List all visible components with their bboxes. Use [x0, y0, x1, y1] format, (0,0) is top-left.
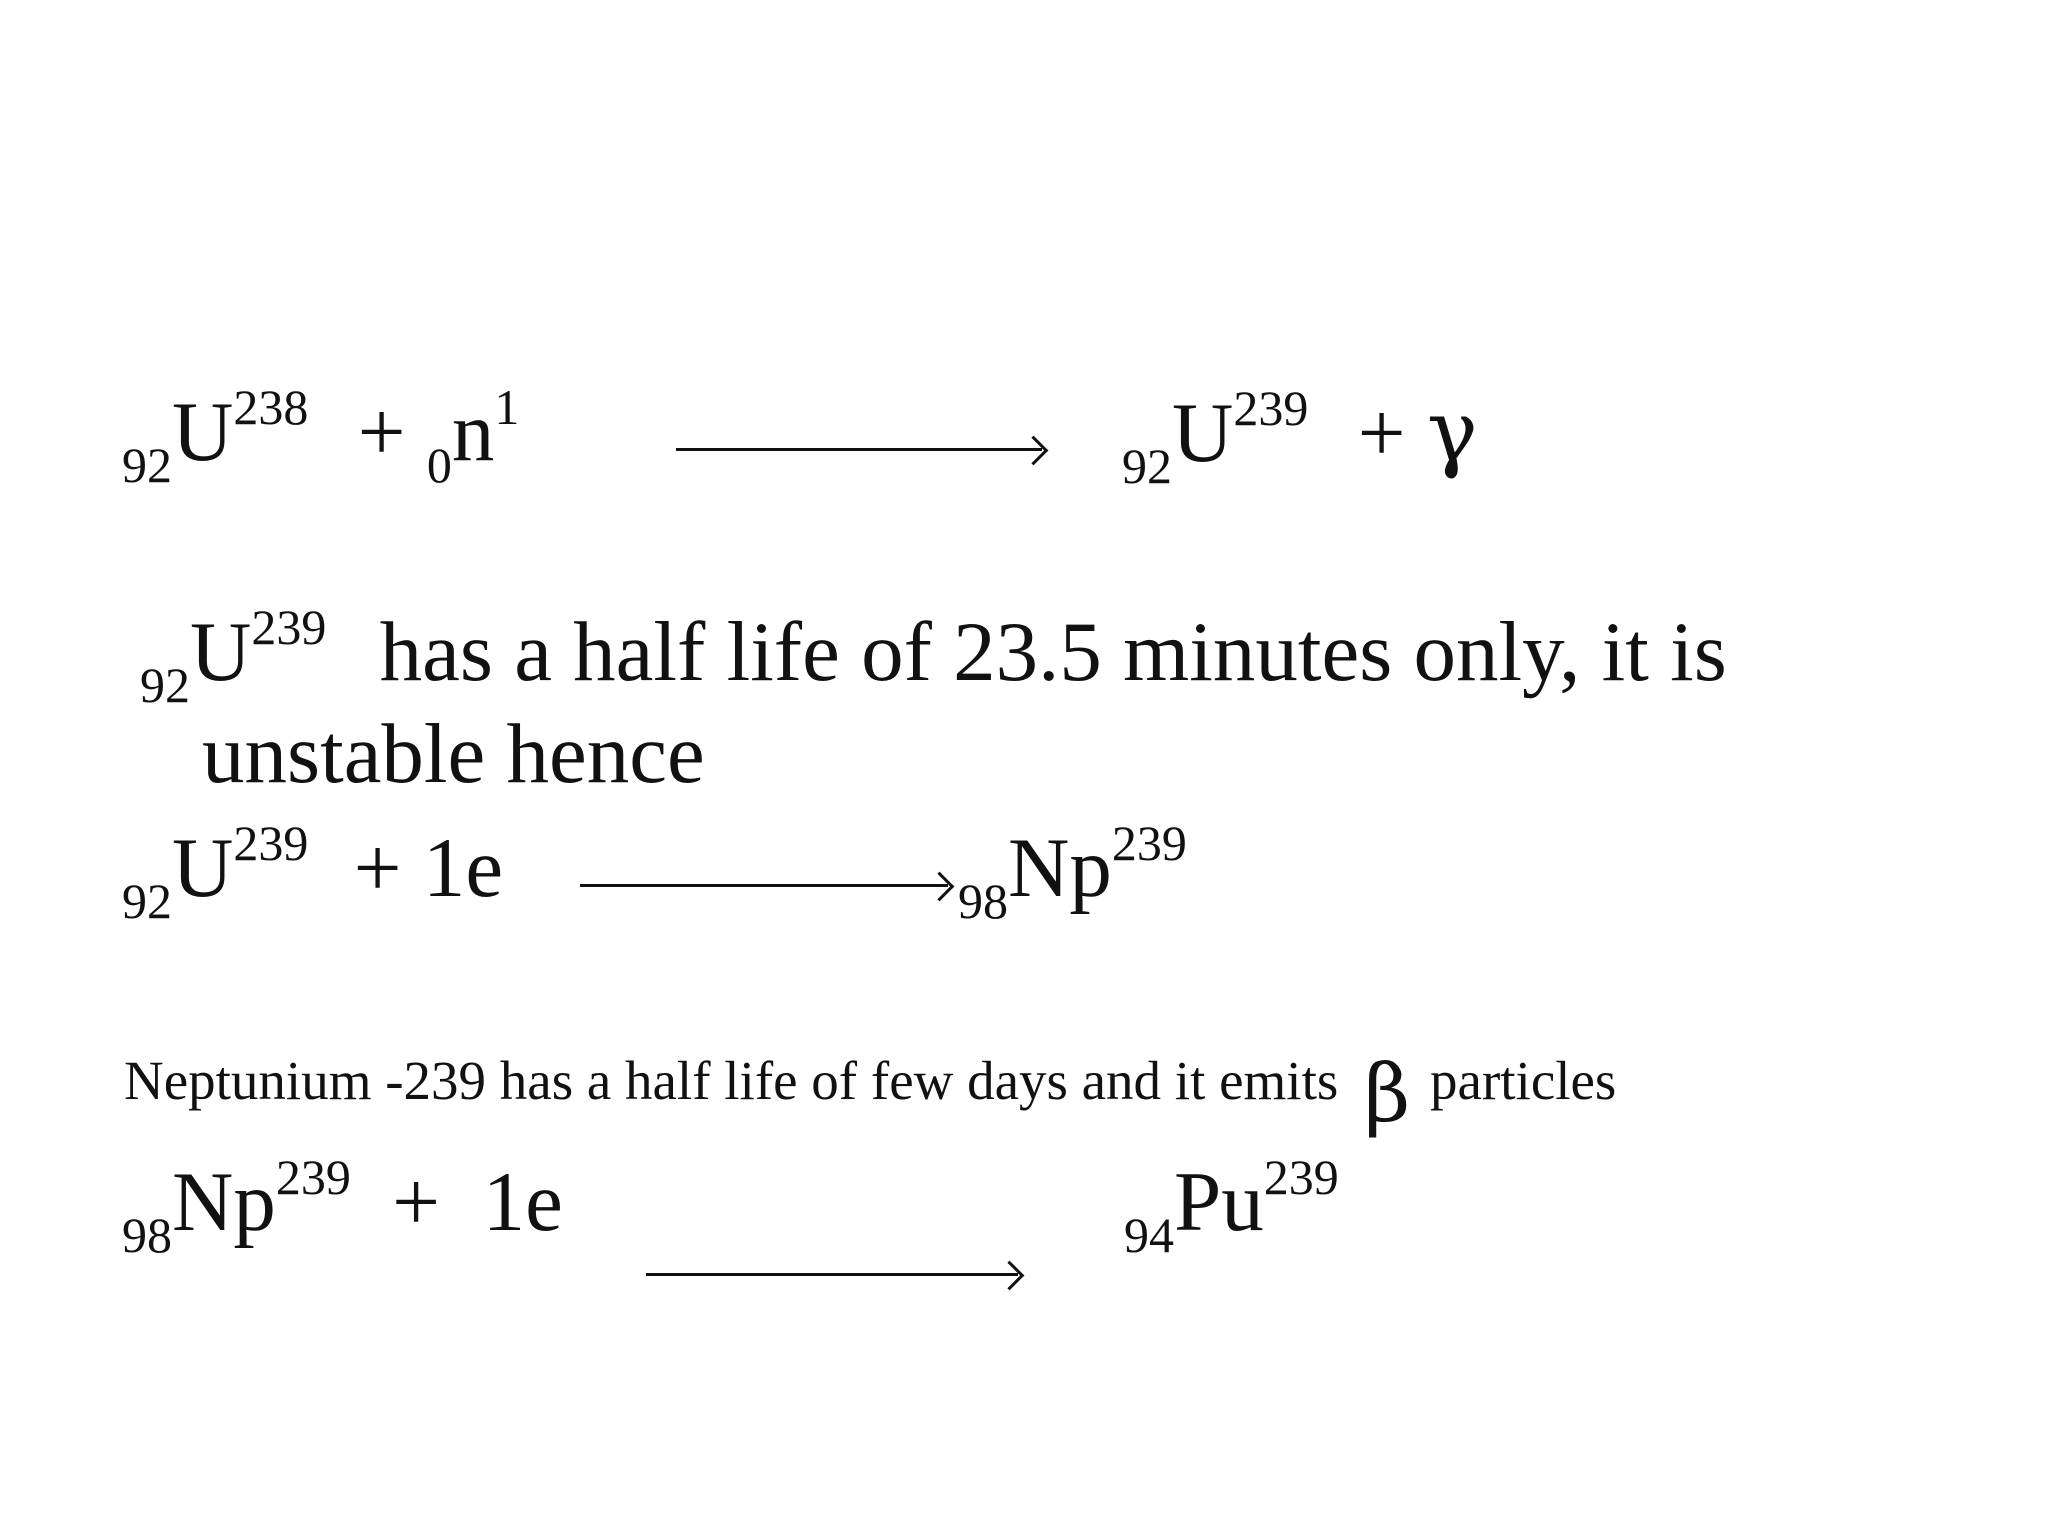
uranium-239-symbol: U: [172, 821, 234, 915]
uranium-239-atomic-number: 92: [122, 873, 172, 929]
plus-sign-2: +: [1357, 386, 1406, 480]
reaction-1-arrow: [676, 448, 1042, 451]
neptunium-atomic-number: 98: [958, 873, 1008, 929]
neptunium-statement-text: Neptunium -239 has a half life of few days and it emits: [124, 1050, 1339, 1111]
plus-electron: + 1e: [392, 1155, 563, 1249]
reaction-2-arrow: [580, 884, 948, 887]
neutron-symbol: n: [451, 385, 495, 479]
uranium-238-atomic-number: 92: [122, 437, 172, 493]
uranium-238-symbol: U: [172, 385, 234, 479]
neptunium-symbol: Np: [172, 1155, 276, 1249]
reaction-3-arrow: [646, 1273, 1018, 1276]
uranium-239-atomic-number: 92: [1122, 438, 1172, 494]
reaction-1-reactants: [122, 379, 520, 493]
statement-2: [124, 1032, 1617, 1140]
uranium-239-mass-number: 239: [251, 599, 327, 655]
neutron-mass: 1: [494, 379, 520, 435]
reaction-2-reactants: [122, 815, 504, 929]
neptunium-atomic-number: 98: [122, 1207, 172, 1263]
uranium-239-atomic-number: 92: [140, 657, 190, 713]
statement-1-line-2: [202, 707, 705, 801]
uranium-239-mass-number: 239: [233, 815, 309, 871]
uranium-239-mass-number: 239: [1233, 380, 1309, 436]
plus-electron: + 1e: [353, 821, 504, 915]
half-life-text: has a half life of 23.5 minutes only, it is: [379, 605, 1727, 699]
particles-text: particles: [1430, 1050, 1617, 1111]
uranium-239-symbol: U: [1172, 386, 1234, 480]
plus-sign: +: [357, 385, 406, 479]
gamma-symbol: γ: [1426, 383, 1478, 482]
plutonium-atomic-number: 94: [1124, 1207, 1174, 1263]
statement-1-line-1: [140, 599, 1727, 713]
neptunium-mass-number: 239: [275, 1149, 351, 1205]
reaction-1-products: [1122, 380, 1478, 494]
beta-symbol: β: [1364, 1047, 1411, 1140]
neptunium-symbol: Np: [1008, 821, 1112, 915]
plutonium-symbol: Pu: [1174, 1155, 1264, 1249]
reaction-2-product: [958, 815, 1187, 929]
uranium-238-mass-number: 238: [233, 379, 309, 435]
plutonium-mass-number: 239: [1263, 1149, 1339, 1205]
unstable-text: unstable hence: [202, 707, 705, 801]
reaction-3-reactants: [122, 1149, 563, 1263]
uranium-239-symbol: U: [190, 605, 252, 699]
neutron-charge: 0: [426, 437, 452, 493]
neptunium-mass-number: 239: [1111, 815, 1187, 871]
reaction-3-product: [1124, 1149, 1339, 1263]
